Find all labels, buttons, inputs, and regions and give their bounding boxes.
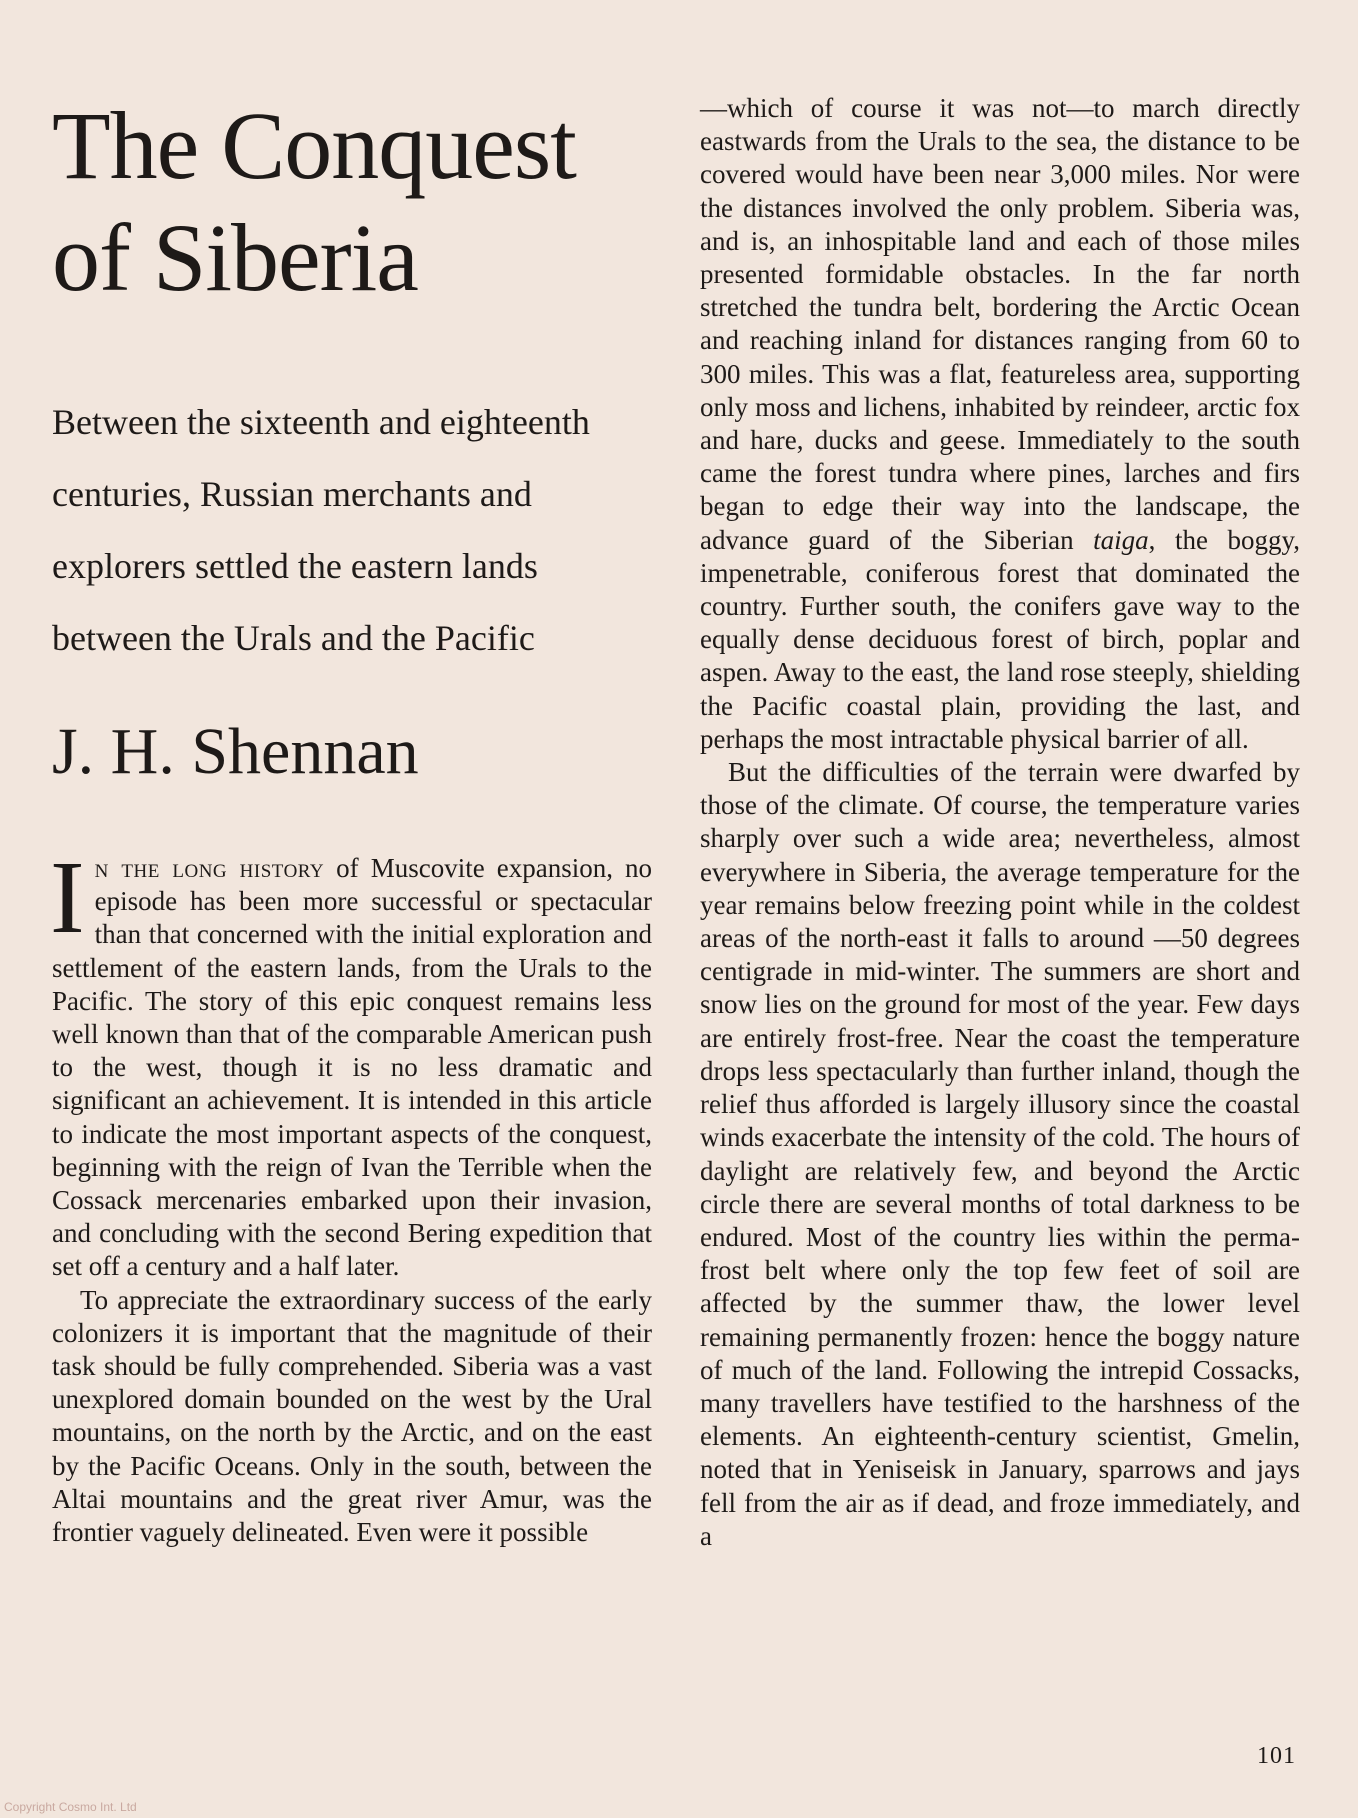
title-line-2: of Siberia bbox=[52, 204, 418, 311]
page-number: 101 bbox=[1257, 1743, 1296, 1769]
copyright-notice: Copyright Cosmo Int. Ltd bbox=[4, 1800, 137, 1814]
drop-cap: I bbox=[50, 840, 85, 955]
right-para1-part-b: , the boggy, impenetrable, coniferous forest that dominated the country. Further south, the conifers gave way to the equally dense deciduous forest of birch, poplar and aspen. Away to the east, the land rose steeply, shielding the Pacific coastal plain, providing the last, and perhaps the most intractable physical barrier of all. bbox=[700, 524, 1300, 754]
right-paragraph-1 bbox=[700, 92, 1300, 756]
right-para1-part-a: —which of course it was not—to march directly eastwards from the Urals to the sea, the distance to be covered would have been near 3,000 miles. Nor were the distances involved the only problem. Siberia was, and is, an inhospitable land and each of those miles presented formidable obstacles. In the far north stretched the tundra belt, bordering the Arctic Ocean and reaching inland for distances ranging from 60 to 300 miles. This was a flat, featureless area, supporting only moss and lichens, inhabited by reindeer, arctic fox and hare, ducks and geese. Immediately to the south came the forest tundra where pines, larches and firs began to edge their way into the landscape, the advance guard of the Siberian bbox=[700, 93, 1300, 555]
right-column bbox=[700, 92, 1300, 1553]
paragraph-2: To appreciate the extraordinary success of the early colonizers it is important that the magnitude of their task should be fully comprehended. Siberia was a vast unexplored domain bounded on the west by the Ural mountains, on the north by the Arctic, and on the east by the Pacific Oceans. Only in the south, between the Altai mountains and the great river Amur, was the frontier vaguely delineated. Even were it possible bbox=[52, 1284, 652, 1548]
intro-smallcaps: n the long history bbox=[94, 853, 325, 883]
article-title bbox=[52, 90, 652, 314]
right-paragraph-2: But the difficulties of the terrain were dwarfed by those of the climate. Of course, the temperature varies sharply over such a wide area; nevertheless, almost everywhere in Siberia, the average temperature for the year remains below freezing point while in the coldest areas of the north-east it falls to around —50 degrees centigrade in mid-winter. The summers are short and snow lies on the ground for most of the year. Few days are entirely frost-free. Near the coast the temperature drops less spectacularly than further inland, though the relief thus afforded is largely illusory since the coastal winds exacerbate the intensity of the cold. The hours of daylight are relatively few, and beyond the Arctic circle there are several months of total darkness to be endured. Most of the country lies within the perma-frost belt where only the top few feet of soil are affected by the summer thaw, the lower level remaining permanently frozen: hence the boggy nature of much of the land. Following the intrepid Cossacks, many travellers have testified to the harshness of the elements. An eighteenth-century scientist, Gmelin, noted that in Yeniseisk in January, sparrows and jays fell from the air as if dead, and froze immediately, and a bbox=[700, 757, 1300, 1551]
author-byline: J. H. Shennan bbox=[52, 715, 419, 788]
italic-term: taiga bbox=[1093, 524, 1149, 555]
standfirst: Between the sixteenth and eighteenth centuries, Russian merchants and explorers settled the eastern lands between the Urals and the Pacific bbox=[52, 402, 590, 658]
left-column bbox=[52, 90, 652, 1549]
intro-text: of Muscovite expansion, no episode has been more successful or spectacular than that concerned with the initial exploration and settlement of the eastern lands, from the Urals to the Pacific. The story of this epic conquest remains less well known than that of the comparable American push to the west, though it is no less dramatic and significant an achievement. It is intended in this article to indicate the most important aspects of the conquest, beginning with the reign of Ivan the Terrible when the Cossack mercenaries embarked upon their invasion, and concluding with the second Bering expedition that set off a century and a half later. bbox=[52, 853, 653, 1282]
title-line-1: The Conquest bbox=[52, 92, 576, 199]
intro-paragraph bbox=[50, 840, 653, 1284]
